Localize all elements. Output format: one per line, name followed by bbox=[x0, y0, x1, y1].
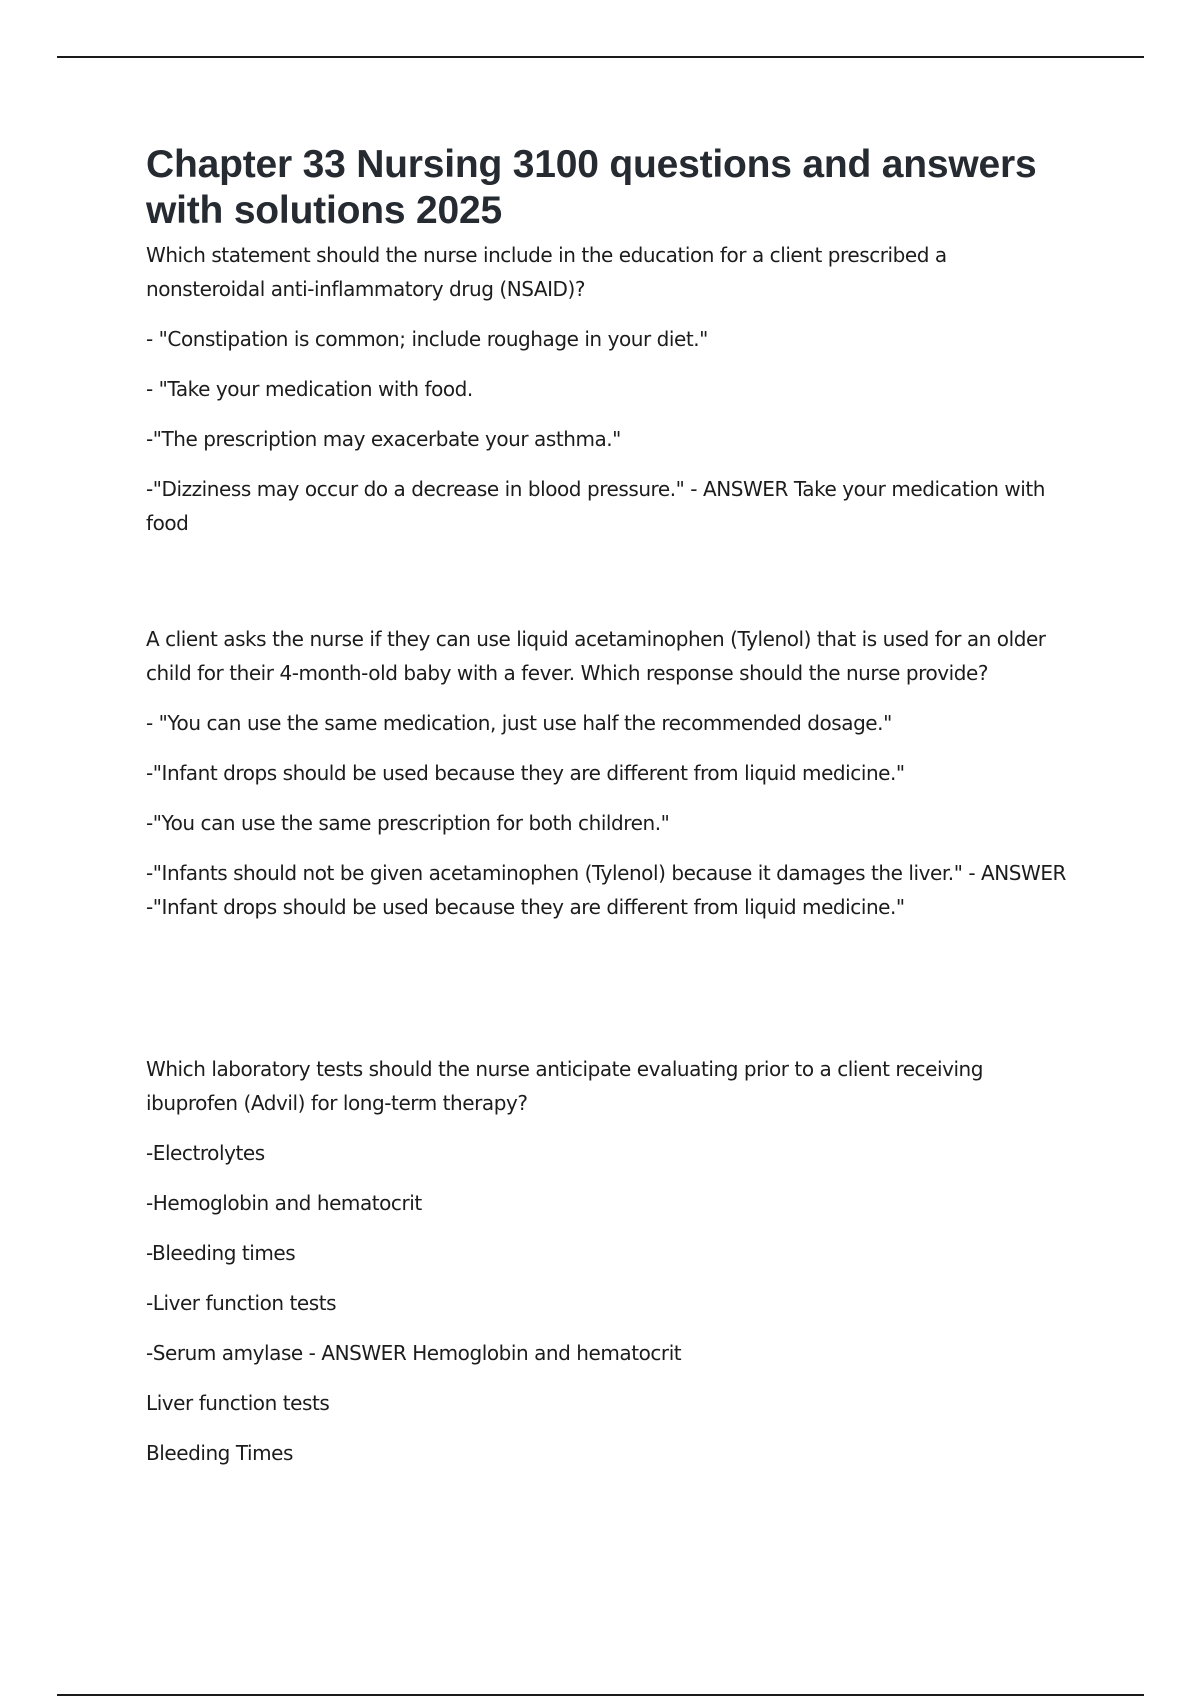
answer-option: -Bleeding times bbox=[146, 1241, 296, 1265]
question-stem-line: A client asks the nurse if they can use liquid acetaminophen (Tylenol) that is used for an older bbox=[146, 627, 1046, 651]
document-page bbox=[146, 142, 1101, 1470]
answer-option: - "Take your medication with food. bbox=[146, 377, 473, 401]
answer-line: -"Infants should not be given acetaminophen (Tylenol) because it damages the liver." - ANSWER bbox=[146, 861, 1066, 885]
answer-continuation: Bleeding Times bbox=[146, 1441, 293, 1465]
answer-option: -Liver function tests bbox=[146, 1291, 337, 1315]
answer-option: - "You can use the same medication, just use half the recommended dosage." bbox=[146, 711, 892, 735]
answer-line: -"Infant drops should be used because they are different from liquid medicine." bbox=[146, 895, 905, 919]
answer-line: food bbox=[146, 511, 189, 535]
answer-option: -"Infant drops should be used because they are different from liquid medicine." bbox=[146, 761, 905, 785]
question-stem-line: ibuprofen (Advil) for long-term therapy? bbox=[146, 1091, 528, 1115]
document-title bbox=[146, 142, 1101, 234]
answer-line: -"Dizziness may occur do a decrease in blood pressure." - ANSWER Take your medication with bbox=[146, 477, 1046, 501]
top-rule bbox=[57, 56, 1144, 58]
question-stem bbox=[146, 622, 1101, 690]
bottom-rule bbox=[57, 1694, 1144, 1696]
answer-option-with-answer: -Serum amylase - ANSWER Hemoglobin and hematocrit bbox=[146, 1341, 682, 1365]
question-stem bbox=[146, 1052, 1101, 1120]
answer-option-with-answer bbox=[146, 472, 1101, 540]
question-stem-line: child for their 4-month-old baby with a fever. Which response should the nurse provide? bbox=[146, 661, 989, 685]
question-block-2 bbox=[146, 622, 1101, 924]
answer-option-with-answer bbox=[146, 856, 1101, 924]
question-block-1 bbox=[146, 238, 1101, 540]
question-block-3 bbox=[146, 1052, 1101, 1470]
answer-option: -"The prescription may exacerbate your asthma." bbox=[146, 427, 621, 451]
question-stem bbox=[146, 238, 1101, 306]
answer-option: -Hemoglobin and hematocrit bbox=[146, 1191, 422, 1215]
title-line-2: with solutions 2025 bbox=[146, 189, 502, 232]
question-stem-line: nonsteroidal anti-inflammatory drug (NSAID)? bbox=[146, 277, 586, 301]
answer-option: -"You can use the same prescription for both children." bbox=[146, 811, 670, 835]
answer-option: -Electrolytes bbox=[146, 1141, 265, 1165]
answer-continuation: Liver function tests bbox=[146, 1391, 330, 1415]
title-line-1: Chapter 33 Nursing 3100 questions and answers bbox=[146, 143, 1037, 186]
question-stem-line: Which statement should the nurse include in the education for a client prescribed a bbox=[146, 243, 947, 267]
answer-option: - "Constipation is common; include roughage in your diet." bbox=[146, 327, 708, 351]
question-stem-line: Which laboratory tests should the nurse anticipate evaluating prior to a client receiving bbox=[146, 1057, 984, 1081]
